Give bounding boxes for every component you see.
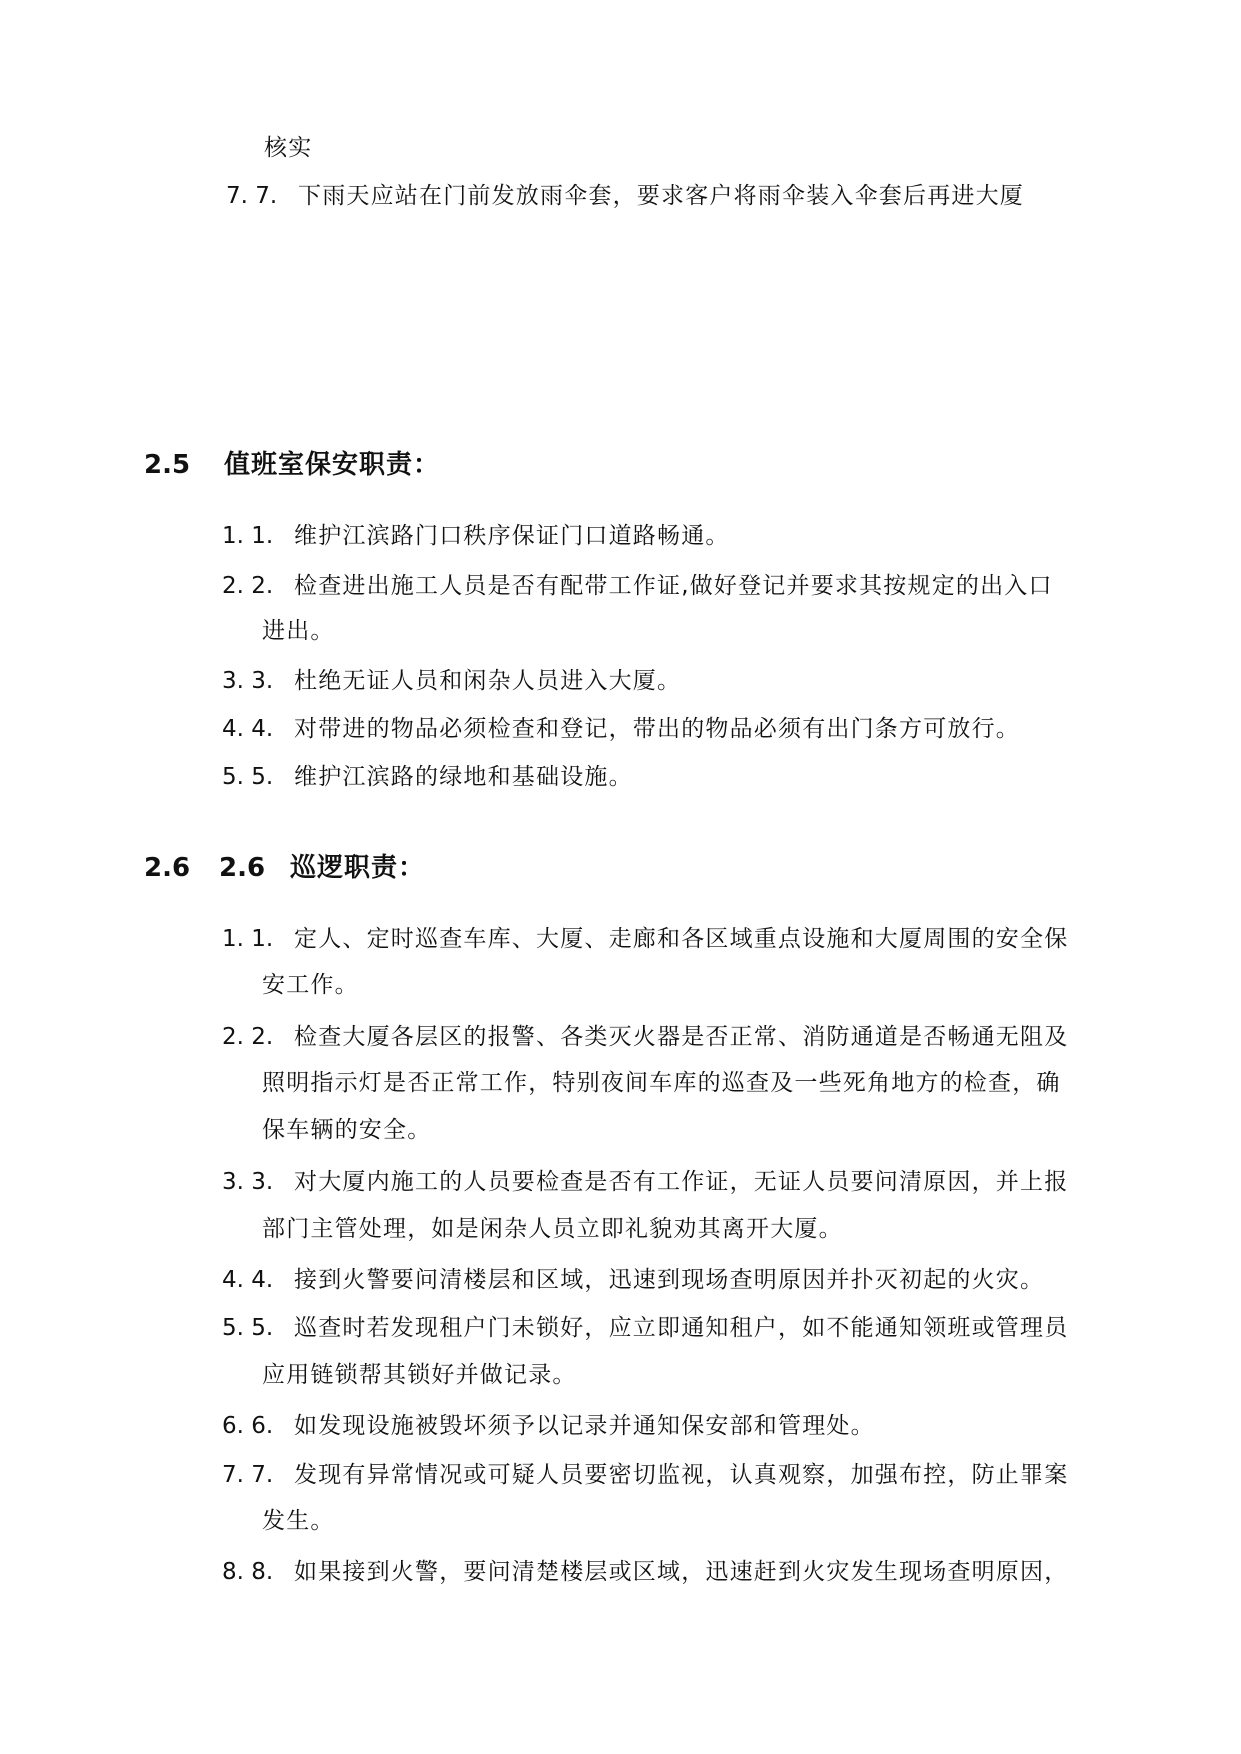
list-item-number: 2. 2. [222, 573, 274, 599]
list-item [222, 571, 1053, 601]
list-item-number: 7. 7. [222, 1462, 274, 1488]
list-item-text-continuation: 安工作。 [262, 972, 359, 998]
list-item [222, 666, 681, 696]
list-item-text: 如发现设施被毁坏须予以记录并通知保安部和管理处。 [294, 1413, 875, 1439]
list-item-number: 5. 5. [222, 764, 274, 790]
list-item-number: 1. 1. [222, 523, 274, 549]
list-item-number: 3. 3. [222, 668, 274, 694]
list-item [222, 1411, 875, 1441]
list-item-text: 杜绝无证人员和闲杂人员进入大厦。 [294, 668, 682, 694]
list-item-text: 下雨天应站在门前发放雨伞套，要求客户将雨伞装入伞套后再进大厦 [298, 183, 1024, 209]
list-item [222, 924, 1068, 954]
list-item [222, 1022, 1068, 1052]
list-item-text-continuation: 部门主管处理，如是闲杂人员立即礼貌劝其离开大厦。 [262, 1216, 843, 1242]
list-item [222, 762, 633, 792]
list-item-text-continuation: 进出。 [262, 618, 335, 644]
list-item [226, 181, 1024, 211]
list-item-text: 定人、定时巡查车库、大厦、走廊和各区域重点设施和大厦周围的安全保 [294, 926, 1069, 952]
list-item-number: 6. 6. [222, 1413, 274, 1439]
section-heading-2-6 [144, 851, 425, 885]
list-item-number: 1. 1. [222, 926, 274, 952]
list-item-text-continuation: 保车辆的安全。 [262, 1117, 432, 1143]
continuation-text: 核实 [264, 135, 313, 161]
list-item-text: 巡查时若发现租户门未锁好，应立即通知租户，如不能通知领班或管理员 [294, 1315, 1069, 1341]
list-item [222, 1313, 1068, 1343]
list-item-number: 4. 4. [222, 1267, 274, 1293]
list-item-text: 检查大厦各层区的报警、各类灭火器是否正常、消防通道是否畅通无阻及 [294, 1024, 1069, 1050]
list-item [222, 1167, 1068, 1197]
section-title: 值班室保安职责： [224, 450, 441, 480]
list-item-text: 发现有异常情况或可疑人员要密切监视，认真观察，加强布控，防止罪案 [294, 1462, 1069, 1488]
list-item-text: 对带进的物品必须检查和登记，带出的物品必须有出门条方可放行。 [294, 716, 1020, 742]
list-item-text-continuation: 照明指示灯是否正常工作，特别夜间车库的巡查及一些死角地方的检查，确 [262, 1070, 1061, 1096]
list-item-text: 维护江滨路门口秩序保证门口道路畅通。 [294, 523, 730, 549]
list-item-number: 7. 7. [226, 183, 278, 209]
section-title: 巡逻职责： [290, 853, 426, 883]
list-item-number: 2. 2. [222, 1024, 274, 1050]
list-item-text: 对大厦内施工的人员要检查是否有工作证，无证人员要问清原因，并上报 [294, 1169, 1069, 1195]
section-heading-2-5 [144, 448, 440, 482]
list-item-text: 接到火警要问清楼层和区域，迅速到现场查明原因并扑灭初起的火灾。 [294, 1267, 1045, 1293]
list-item-number: 8. 8. [222, 1559, 274, 1585]
list-item [222, 521, 730, 551]
section-number: 2.6 [144, 853, 191, 883]
list-item [222, 1557, 1068, 1587]
list-item-number: 3. 3. [222, 1169, 274, 1195]
list-item-text: 如果接到火警，要问清楚楼层或区域，迅速赶到火灾发生现场查明原因， [294, 1559, 1069, 1585]
section-number: 2.5 [144, 450, 191, 480]
list-item-number: 4. 4. [222, 716, 274, 742]
list-item [222, 1460, 1068, 1490]
section-number-repeat: 2.6 [219, 853, 266, 883]
list-item-text-continuation: 应用链锁帮其锁好并做记录。 [262, 1362, 577, 1388]
list-item [222, 1265, 1044, 1295]
list-item-text: 检查进出施工人员是否有配带工作证,做好登记并要求其按规定的出入口 [294, 573, 1053, 599]
list-item-text-continuation: 发生。 [262, 1508, 335, 1534]
list-item-text: 维护江滨路的绿地和基础设施。 [294, 764, 633, 790]
list-item-number: 5. 5. [222, 1315, 274, 1341]
list-item [222, 714, 1020, 744]
